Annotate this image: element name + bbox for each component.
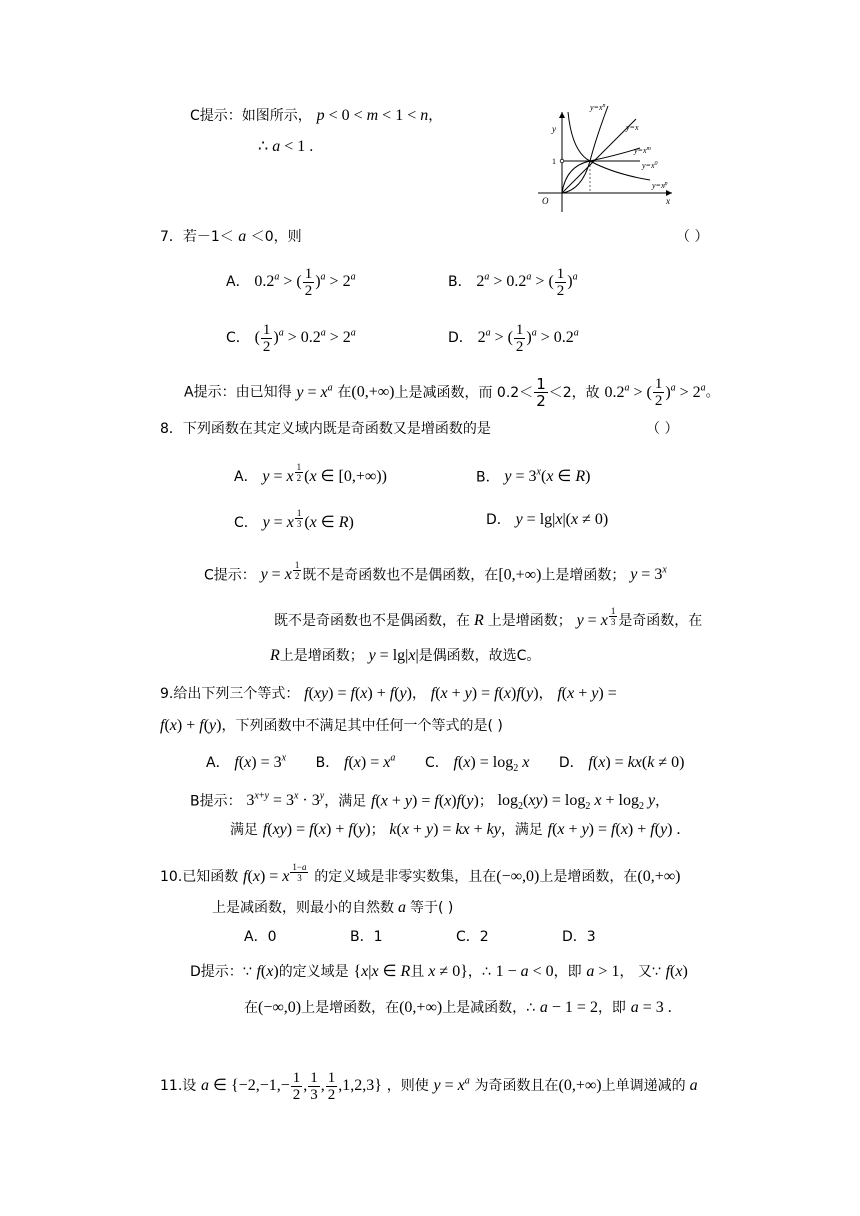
- q9-hint-1: B提示： $3^{x+y} = 3^x \cdot 3^y$，满足 f(x + y) = f(x)f(y)； $\log_2(xy) = \log_2 x + \log_2 y$，: [190, 791, 670, 813]
- q7-option-d: D． $2^a$ > ( $\frac{1}{2}$ )$^a$ > 0.2$^a$: [448, 322, 579, 355]
- label-origin: O: [542, 196, 549, 206]
- q9-hint-2: 满足 f(xy) = f(x) + f(y)； k(x + y) = kx + ky，满足 f(x + y) = f(x) + f(y) .: [230, 821, 681, 838]
- q7-option-a: A． 0.2$^a$ > ( $\frac{1}{2}$ )$^a > 2^a$: [226, 266, 356, 299]
- q8-hint-2: 既不是奇函数也不是偶函数，在 R 上是增函数； y = x $^{\frac{1}{3}}$ 是奇函数，在: [274, 606, 703, 629]
- q7-option-c: C． ( $\frac{1}{2}$ )$^a > 0.2^a > 2^a$: [226, 322, 356, 355]
- q6-answer-letter: C: [190, 108, 200, 124]
- q10-hint-2: 在(−∞,0)上是增函数，在(0,+∞)上是减函数，∴ a − 1 = 2，即 a = 3 .: [244, 999, 672, 1016]
- q9-option-c: C． $f(x) = \log_2 x$: [424, 754, 530, 775]
- q9-options: [206, 748, 684, 781]
- q7-hint: A提示：由已知得 $y = x^a$ 在(0,+∞)上是减函数，而 0.2＜ $\frac{1}{2}$ ＜2，故 0.2$^a$ > ( $\frac{1}{2}$ )$^a > 2^a$。: [184, 375, 720, 410]
- label-y-x0: $y=x^0$: [642, 161, 658, 170]
- label-y-axis: y: [552, 124, 556, 134]
- q9-stem-1: 9.给出下列三个等式： f(xy) = f(x) + f(y)， f(x + y) = f(x)f(y)， f(x + y) =: [160, 685, 617, 702]
- power-function-graph: [528, 100, 676, 215]
- q10-stem-2: 上是减函数，则最小的自然数 a 等于( ): [212, 899, 454, 916]
- q10-stem-1: 10.已知函数 f(x) = x $^{\frac{1-a}{3}}$ 的定义域是非零实数集，且在(−∞,0)上是增函数，在(0,+∞): [160, 862, 681, 885]
- label-y-x: y=x: [626, 123, 639, 132]
- q9-option-a: A． $f(x) = 3^x$: [206, 753, 287, 772]
- q7-paren: （ ）: [676, 229, 709, 245]
- q10-option-b: B．1: [350, 929, 383, 945]
- q9-stem-2: f(x) + f(y)，下列函数中不满足其中任何一个等式的是( ): [160, 717, 503, 734]
- q6-hint-label: 提示：如图所示，: [199, 108, 312, 124]
- q6-therefore: ∴ a < 1 .: [258, 138, 314, 155]
- q8-hint-3: R上是增函数； y = lg|x|是偶函数，故选C。: [270, 647, 541, 664]
- q7-option-b: B． $2^a > 0.2^a$ > ( $\frac{1}{2}$ )$^a$: [448, 266, 578, 299]
- q6-hint-line: C提示：如图所示， p < 0 < m < 1 < n，: [190, 107, 443, 124]
- q10-option-c: C．2: [456, 929, 489, 945]
- curve-xm: [562, 148, 640, 193]
- q8-stem: 8．下列函数在其定义域内既是奇函数又是增函数的是: [160, 421, 491, 437]
- label-y-xm: $y=x^m$: [634, 146, 651, 155]
- q9-option-b: B． $f(x) = x^a$: [315, 753, 396, 772]
- label-y-xn: $y=x^n$: [590, 103, 606, 112]
- q8-paren: （ ）: [646, 421, 679, 437]
- q11-stem: 11.设 a ∈ {−2,−1,− $\frac{1}{2}$ , $\frac{1}{3}$ , $\frac{1}{2}$ ,1,2,3} ，则使 $y = x^a$ 为奇函数且在(0,+∞)上单调递减的 a: [160, 1070, 698, 1103]
- label-one: 1: [552, 157, 556, 166]
- q8-option-a: A． y = x $^{\frac{1}{2}}$ (x ∈ [0,+∞)): [234, 462, 387, 485]
- q10-hint-1: D提示：∵ f(x)的定义域是 {x|x ∈ R且 x ≠ 0}，∴ 1 − a < 0，即 a > 1， 又∵ f(x): [190, 963, 688, 980]
- q8-option-c: C． y = x $^{\frac{1}{3}}$ (x ∈ R): [234, 508, 354, 531]
- q8-option-b: B． $y = 3^x(x$ ∈ R): [476, 467, 591, 486]
- q10-option-d: D．3: [562, 929, 596, 945]
- q9-option-d: D． f(x) = kx(k ≠ 0): [558, 754, 685, 772]
- q7-stem: 7．若－1＜ a ＜0，则: [160, 228, 302, 245]
- q6-inequality: p < 0 < m < 1 < n: [316, 107, 429, 124]
- q8-hint-1: C提示： y = x $^{\frac{1}{2}}$ 既不是奇函数也不是偶函数，在[0,+∞)上是增函数； $y = 3^x$: [204, 560, 667, 584]
- label-x-axis: x: [666, 196, 670, 206]
- q8-option-d: D． y = lg|x|(x ≠ 0): [486, 511, 609, 528]
- label-y-xp: $y=x^p$: [652, 181, 668, 190]
- q10-option-a: A．0: [244, 929, 277, 945]
